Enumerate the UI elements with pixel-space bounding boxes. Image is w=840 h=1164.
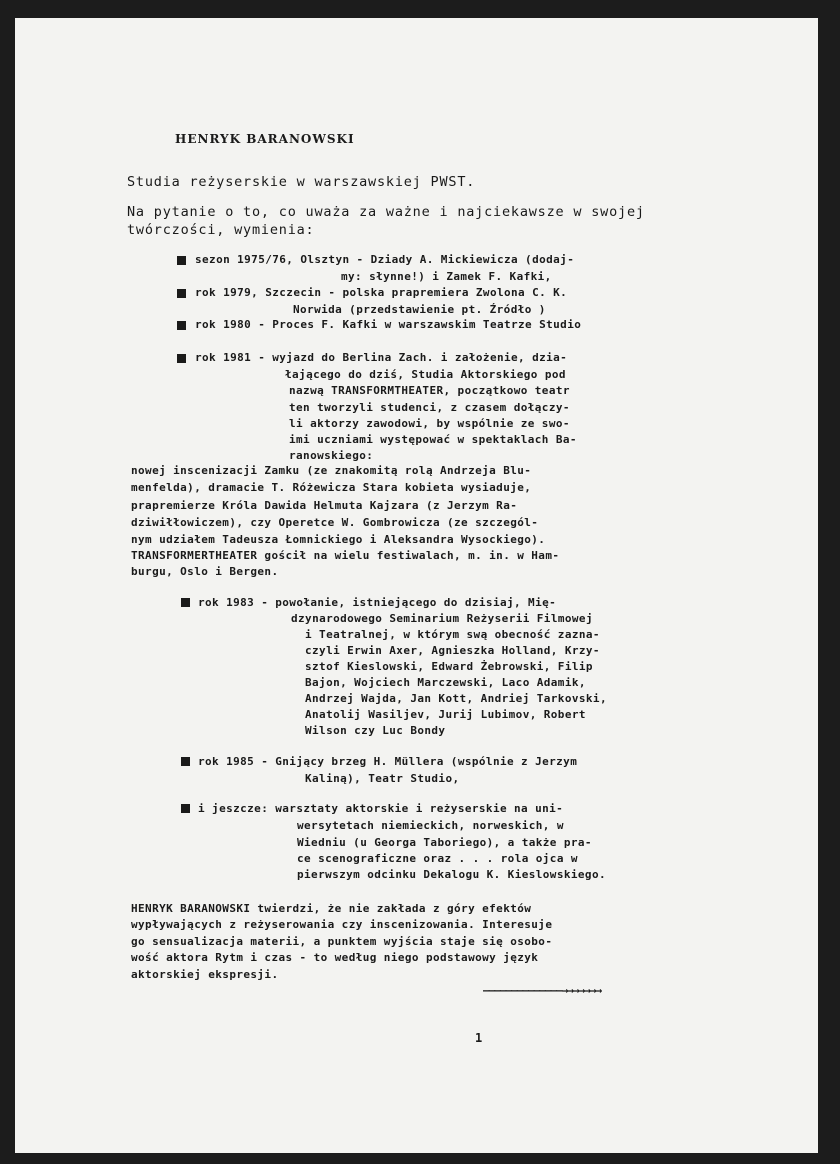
bullet-line: Wiedniu (u Georga Taboriego), a także pra- xyxy=(297,836,592,849)
bullet-line: czyli Erwin Axer, Agnieszka Holland, Krzy- xyxy=(305,644,600,657)
bullet-line: pierwszym odcinku Dekalogu K. Kieslowskiego. xyxy=(297,868,606,881)
bullet-marker xyxy=(177,354,186,363)
intro-line: Na pytanie o to, co uważa za ważne i najciekawsze w swojej xyxy=(127,204,645,220)
bullet-line: sezon 1975/76, Olsztyn - Dziady A. Mickiewicza (dodaj- xyxy=(195,253,575,266)
continue-arrow: ——————————————→→→→→→→ xyxy=(483,984,602,997)
bullet-marker xyxy=(181,757,190,766)
paragraph-line: menfelda), dramacie T. Różewicza Stara kobieta wysiaduje, xyxy=(131,481,532,494)
paragraph-line: aktorskiej ekspresji. xyxy=(131,968,279,981)
paragraph-line: TRANSFORMERTHEATER gościł na wielu festiwalach, m. in. w Ham- xyxy=(131,549,560,562)
bullet-line: ten tworzyli studenci, z czasem dołączy- xyxy=(289,401,570,414)
bullet-marker xyxy=(181,804,190,813)
bullet-line: Kaliną), Teatr Studio, xyxy=(305,772,460,785)
bullet-line: dzynarodowego Seminarium Reżyserii Filmowej xyxy=(291,612,593,625)
bullet-line: sztof Kieslowski, Edward Żebrowski, Filip xyxy=(305,660,593,673)
author-heading: HENRYK BARANOWSKI xyxy=(175,132,355,146)
bullet-line: rok 1980 - Proces F. Kafki w warszawskim Teatrze Studio xyxy=(195,318,582,331)
bullet-line: rok 1983 - powołanie, istniejącego do dzisiaj, Mię- xyxy=(198,596,557,609)
paragraph-line: go sensualizacja materii, a punktem wyjścia staje się osobo- xyxy=(131,935,553,948)
paragraph-line: HENRYK BARANOWSKI twierdzi, że nie zakłada z góry efektów xyxy=(131,902,532,915)
paragraph-line: burgu, Oslo i Bergen. xyxy=(131,565,279,578)
bullet-line: nazwą TRANSFORMTHEATER, początkowo teatr xyxy=(289,384,570,397)
bullet-line: imi uczniami występować w spektaklach Ba- xyxy=(289,433,577,446)
document-page xyxy=(15,18,818,1153)
bullet-line: łającego do dziś, Studia Aktorskiego pod xyxy=(285,368,566,381)
page-number: 1 xyxy=(475,1031,483,1045)
bullet-line: my: słynne!) i Zamek F. Kafki, xyxy=(341,270,552,283)
paragraph-line: nowej inscenizacji Zamku (ze znakomitą rolą Andrzeja Blu- xyxy=(131,464,532,477)
paragraph-line: prapremierze Króla Dawida Helmuta Kajzara (z Jerzym Ra- xyxy=(131,499,518,512)
bullet-line: ranowskiego: xyxy=(289,449,374,462)
paragraph-line: dziwiłłowiczem), czy Operetce W. Gombrowicza (ze szczegól- xyxy=(131,516,539,529)
bullet-line: rok 1985 - Gnijący brzeg H. Müllera (wspólnie z Jerzym xyxy=(198,755,578,768)
bullet-line: rok 1981 - wyjazd do Berlina Zach. i założenie, dzia- xyxy=(195,351,568,364)
bullet-line: Norwida (przedstawienie pt. Źródło ) xyxy=(293,303,546,316)
bullet-line: Andrzej Wajda, Jan Kott, Andriej Tarkovski, xyxy=(305,692,607,705)
bullet-line: Bajon, Wojciech Marczewski, Laco Adamik, xyxy=(305,676,586,689)
bullet-marker xyxy=(177,289,186,298)
intro-line: twórczości, wymienia: xyxy=(127,222,315,238)
paragraph-line: wypływających z reżyserowania czy inscenizowania. Interesuje xyxy=(131,918,553,931)
paragraph-line: wość aktora Rytm i czas - to według niego podstawowy język xyxy=(131,951,539,964)
bullet-line: Wilson czy Luc Bondy xyxy=(305,724,446,737)
bullet-marker xyxy=(177,256,186,265)
bullet-marker xyxy=(181,598,190,607)
paragraph-line: nym udziałem Tadeusza Łomnickiego i Aleksandra Wysockiego). xyxy=(131,533,546,546)
bullet-line: li aktorzy zawodowi, by wspólnie ze swo- xyxy=(289,417,570,430)
bullet-line: ce scenograficzne oraz . . . rola ojca w xyxy=(297,852,578,865)
bullet-line: Anatolij Wasiljev, Jurij Lubimov, Robert xyxy=(305,708,586,721)
subtitle: Studia reżyserskie w warszawskiej PWST. xyxy=(127,174,476,190)
bullet-line: wersytetach niemieckich, norweskich, w xyxy=(297,819,564,832)
bullet-line: i jeszcze: warsztaty aktorskie i reżyserskie na uni- xyxy=(198,802,564,815)
bullet-marker xyxy=(177,321,186,330)
bullet-line: i Teatralnej, w którym swą obecność zazna- xyxy=(305,628,600,641)
bullet-line: rok 1979, Szczecin - polska prapremiera Zwolona C. K. xyxy=(195,286,568,299)
